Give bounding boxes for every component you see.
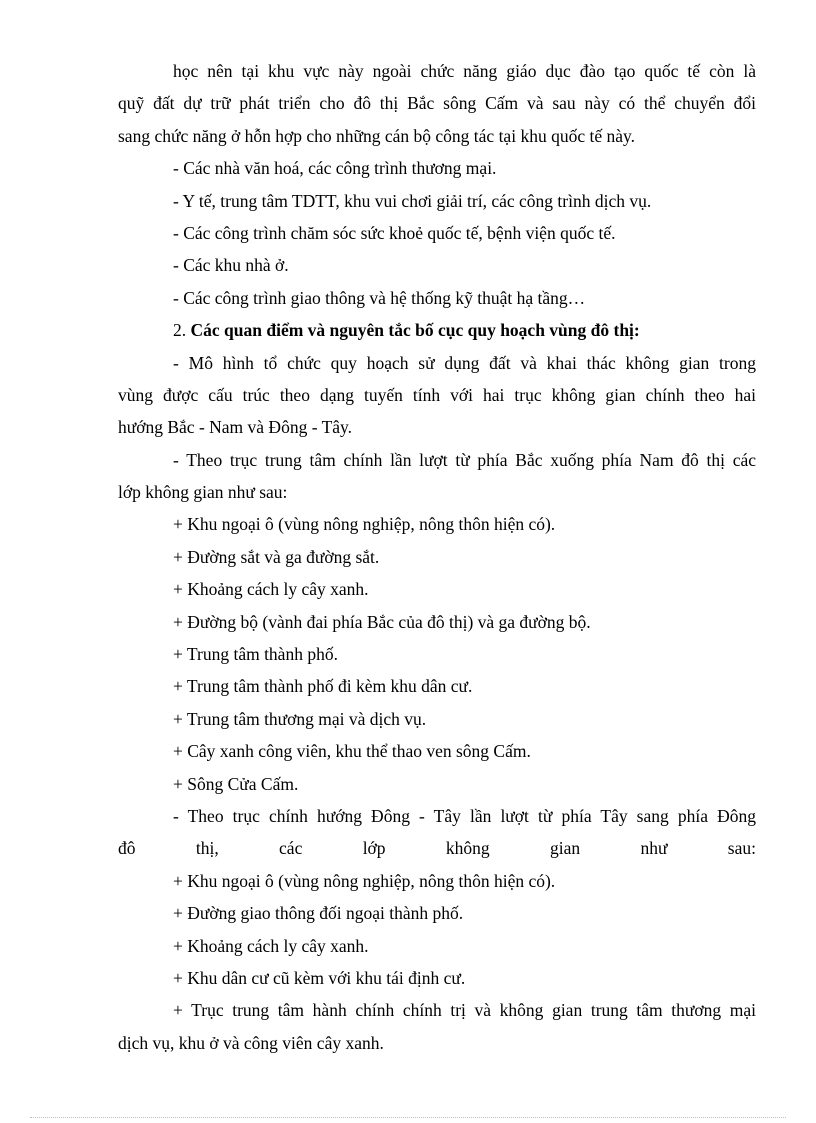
list-item: - Các công trình chăm sóc sức khoẻ quốc tế, bệnh viện quốc tế. — [173, 222, 616, 243]
section-number: 2. — [173, 320, 191, 341]
list-item: + Khu dân cư cũ kèm với khu tái định cư. — [173, 967, 466, 988]
paragraph-line: học nên tại khu vực này ngoài chức năng giáo dục đào tạo quốc tế còn là — [173, 61, 756, 81]
list-item: + Khu ngoại ô (vùng nông nghiệp, nông thôn hiện có). — [173, 514, 556, 535]
paragraph-line: vùng được cấu trúc theo dạng tuyến tính với hai trục không gian chính theo hai — [118, 384, 756, 405]
list-item: + Khoảng cách ly cây xanh. — [173, 579, 369, 600]
list-item: - Các khu nhà ở. — [173, 255, 289, 276]
paragraph-line: hướng Bắc - Nam và Đông - Tây. — [118, 417, 353, 438]
list-item: + Trung tâm thành phố đi kèm khu dân cư. — [173, 676, 473, 697]
section-heading — [118, 314, 756, 346]
list-item: + Cây xanh công viên, khu thể thao ven sông Cấm. — [173, 741, 531, 762]
list-item: + Trung tâm thành phố. — [173, 644, 338, 665]
list-item: - Các công trình giao thông và hệ thống kỹ thuật hạ tầng… — [173, 287, 586, 308]
document-body — [118, 55, 756, 1059]
list-item: - Các nhà văn hoá, các công trình thương mại. — [173, 158, 497, 179]
paragraph-line: - Mô hình tổ chức quy hoạch sử dụng đất và khai thác không gian trong — [173, 352, 756, 373]
list-item: + Trung tâm thương mại và dịch vụ. — [173, 708, 427, 729]
section-title: Các quan điểm và nguyên tắc bố cục quy hoạch vùng đô thị: — [190, 320, 640, 341]
paragraph-line: quỹ đất dự trữ phát triển cho đô thị Bắc sông Cấm và sau này có thể chuyển đổi — [118, 93, 756, 114]
page-bottom-rule — [30, 1117, 786, 1118]
paragraph-line: lớp không gian như sau: — [118, 482, 288, 503]
list-item: + Khoảng cách ly cây xanh. — [173, 935, 369, 956]
list-item: + Đường sắt và ga đường sắt. — [173, 546, 380, 567]
paragraph-line: sang chức năng ở hỗn hợp cho những cán bộ công tác tại khu quốc tế này. — [118, 125, 635, 146]
paragraph-line: dịch vụ, khu ở và công viên cây xanh. — [118, 1032, 384, 1053]
list-item: + Đường bộ (vành đai phía Bắc của đô thị) và ga đường bộ. — [173, 611, 591, 632]
paragraph-line: - Theo trục trung tâm chính lần lượt từ phía Bắc xuống phía Nam đô thị các — [173, 449, 756, 470]
paragraph-line: - Theo trục chính hướng Đông - Tây lần lượt từ phía Tây sang phía Đông — [173, 805, 756, 826]
list-item: + Trục trung tâm hành chính chính trị và không gian trung tâm thương mại — [173, 1000, 756, 1021]
list-item: + Đường giao thông đối ngoại thành phố. — [173, 903, 464, 924]
paragraph-line: đô thị, các lớp không gian như sau: — [118, 838, 756, 859]
list-item: - Y tế, trung tâm TDTT, khu vui chơi giải trí, các công trình dịch vụ. — [173, 190, 652, 211]
list-item: + Khu ngoại ô (vùng nông nghiệp, nông thôn hiện có). — [173, 870, 556, 891]
list-item: + Sông Cửa Cấm. — [173, 773, 299, 794]
